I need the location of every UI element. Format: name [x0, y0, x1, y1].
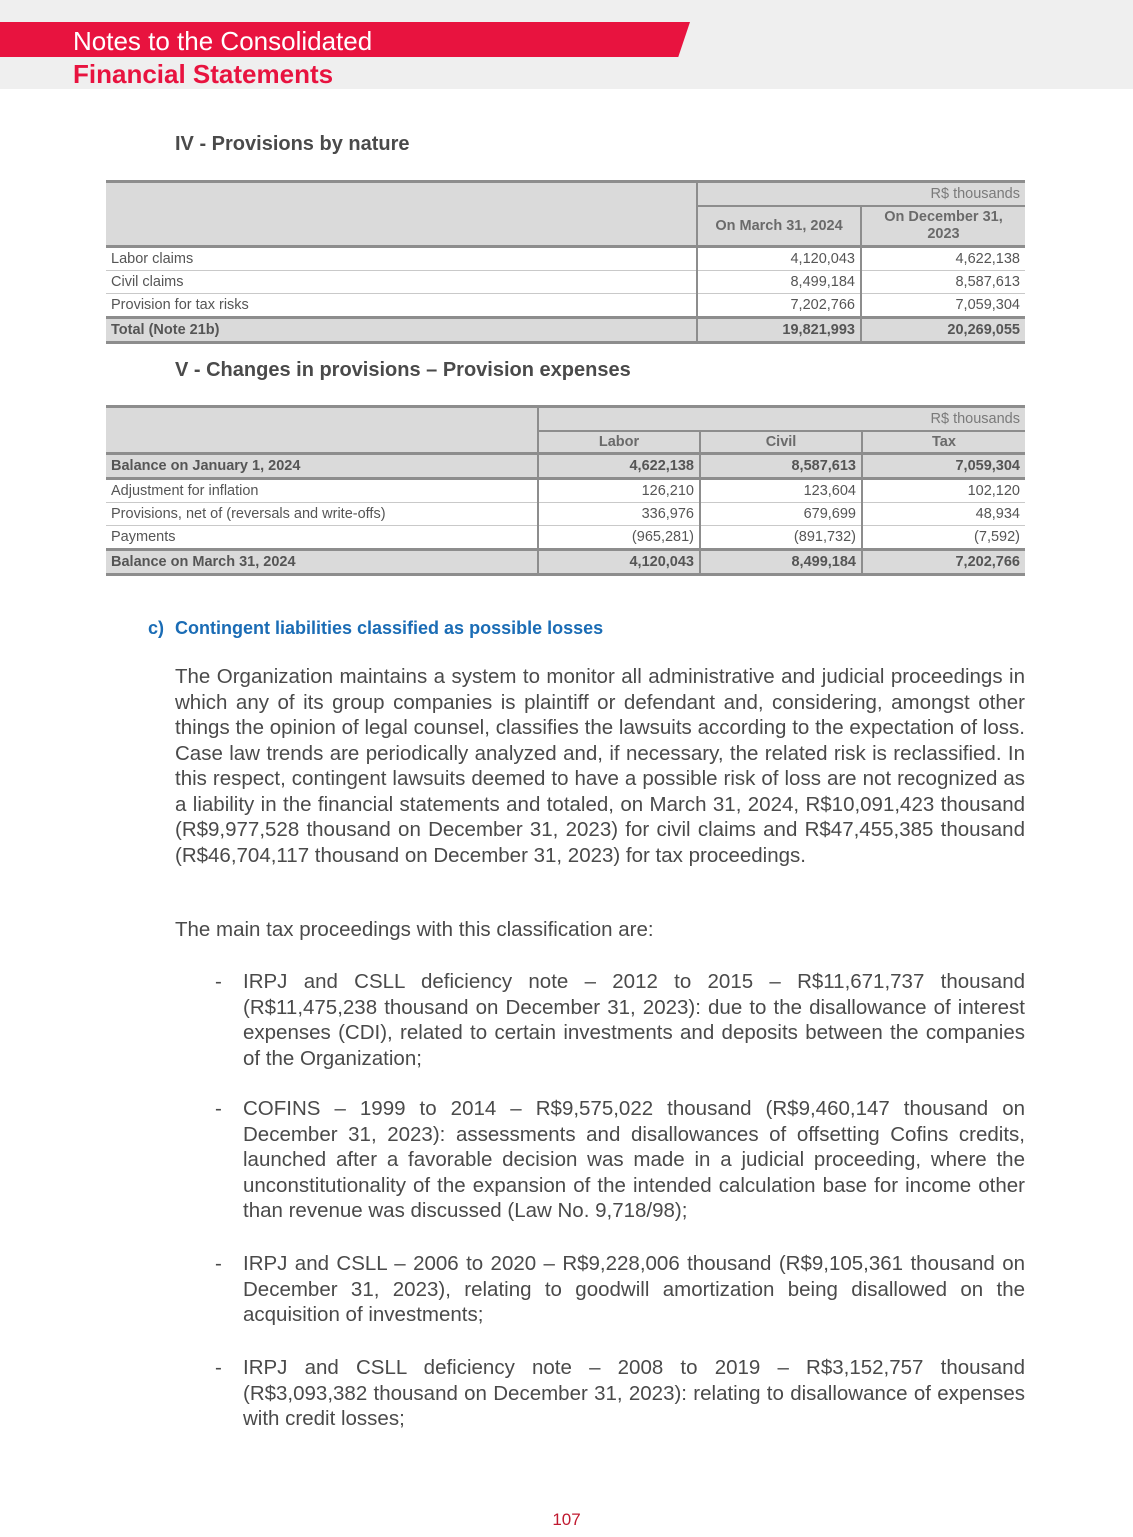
row-label: Labor claims: [106, 247, 697, 271]
list-item-text: IRPJ and CSLL – 2006 to 2020 – R$9,228,006 thousand (R$9,105,361 thousand on December 31, 2023), relating to goodwill amortization being disallowed on the acquisition of investments;: [243, 1252, 1025, 1326]
list-item: [215, 969, 1025, 1071]
table-row: [106, 479, 1025, 503]
changes-in-provisions-table: [106, 405, 1025, 576]
cell-value: 7,202,766: [862, 550, 1025, 575]
page-header: [0, 0, 1133, 89]
list-item: [215, 1355, 1025, 1432]
cell-value: 7,059,304: [861, 294, 1025, 318]
cell-value: 336,976: [538, 503, 700, 526]
cell-value: 4,622,138: [861, 247, 1025, 271]
column-header: Civil: [700, 431, 862, 454]
tax-proceedings-intro: The main tax proceedings with this classification are:: [175, 918, 654, 941]
section-c-letter: c): [148, 618, 165, 638]
cell-value: 19,821,993: [697, 318, 861, 343]
cell-value: 4,120,043: [697, 247, 861, 271]
table-header-blank: [106, 182, 697, 247]
list-item: [215, 1096, 1025, 1224]
cell-value: 8,587,613: [861, 271, 1025, 294]
list-item: [215, 1251, 1025, 1328]
units-label: R$ thousands: [697, 182, 1025, 207]
cell-value: (891,732): [700, 526, 862, 550]
section-c-heading: [148, 618, 603, 639]
cell-value: 20,269,055: [861, 318, 1025, 343]
table-header-blank: [106, 407, 538, 454]
cell-value: 8,587,613: [700, 454, 862, 479]
row-label: Civil claims: [106, 271, 697, 294]
page-number: 107: [552, 1510, 581, 1529]
section-v-title: V - Changes in provisions – Provision expenses: [175, 359, 631, 381]
cell-value: 8,499,184: [697, 271, 861, 294]
table-row: [106, 247, 1025, 271]
column-header: Labor: [538, 431, 700, 454]
cell-value: 679,699: [700, 503, 862, 526]
row-label: Adjustment for inflation: [106, 479, 538, 503]
row-label: Provision for tax risks: [106, 294, 697, 318]
cell-value: 4,120,043: [538, 550, 700, 575]
section-iv-title: IV - Provisions by nature: [175, 133, 410, 155]
contingent-liabilities-paragraph: The Organization maintains a system to monitor all administrative and judicial proceedings in which any of its group companies is plaintiff or defendant and, considering, amongst other things the opinion of legal counsel, classifies the lawsuits according to the expectation of loss. Case law trends are periodically analyzed and, if necessary, the related risk is reclassified. In this respect, contingent lawsuits deemed to have a possible risk of loss are not recognized as a liability in the financial statements and totaled, on March 31, 2024, R$10,091,423 thousand (R$9,977,528 thousand on December 31, 2023) for civil claims and R$47,455,385 thousand (R$46,704,117 thousand on December 31, 2023) for tax proceedings.: [175, 665, 1025, 867]
opening-balance-row: [106, 454, 1025, 479]
closing-balance-row: [106, 550, 1025, 575]
column-header: On December 31, 2023: [861, 206, 1025, 247]
header-title-line1: Notes to the Consolidated: [73, 26, 373, 56]
bullet-dash: -: [215, 970, 222, 993]
row-label: Balance on March 31, 2024: [106, 550, 538, 575]
section-c-heading-text: Contingent liabilities classified as possible losses: [175, 618, 604, 638]
table-row: [106, 294, 1025, 318]
header-title-line2: Financial Statements: [73, 59, 334, 89]
cell-value: 48,934: [862, 503, 1025, 526]
provisions-by-nature-table: [106, 180, 1025, 344]
column-header: Tax: [862, 431, 1025, 454]
table-row: [106, 526, 1025, 550]
cell-value: 7,059,304: [862, 454, 1025, 479]
bullet-dash: -: [215, 1356, 222, 1379]
column-header: On March 31, 2024: [697, 206, 861, 247]
cell-value: 7,202,766: [697, 294, 861, 318]
cell-value: (965,281): [538, 526, 700, 550]
row-label: Payments: [106, 526, 538, 550]
cell-value: 123,604: [700, 479, 862, 503]
cell-value: (7,592): [862, 526, 1025, 550]
row-label: Provisions, net of (reversals and write-offs): [106, 503, 538, 526]
cell-value: 126,210: [538, 479, 700, 503]
row-label: Total (Note 21b): [106, 318, 697, 343]
cell-value: 4,622,138: [538, 454, 700, 479]
list-item-text: IRPJ and CSLL deficiency note – 2012 to 2015 – R$11,671,737 thousand (R$11,475,238 thousand on December 31, 2023): due to the disallowance of interest expenses (CDI), related to certain investments and deposits between the companies of the Organization;: [243, 970, 1025, 1070]
table-row: [106, 503, 1025, 526]
list-item-text: IRPJ and CSLL deficiency note – 2008 to 2019 – R$3,152,757 thousand (R$3,093,382 thousand on December 31, 2023): relating to disallowance of expenses with credit losses;: [243, 1356, 1025, 1430]
cell-value: 8,499,184: [700, 550, 862, 575]
list-item-text: COFINS – 1999 to 2014 – R$9,575,022 thousand (R$9,460,147 thousand on December 31, 2023): assessments and disallowances of offsetting Cofins credits, launched after a favorable decision was made in a judicial proceeding, where the unconstitutionality of the expansion of the intended calculation base for income other than revenue was discussed (Law No. 9,718/98);: [243, 1097, 1025, 1222]
total-row: [106, 318, 1025, 343]
units-label: R$ thousands: [538, 407, 1025, 432]
bullet-dash: -: [215, 1252, 222, 1275]
table-row: [106, 271, 1025, 294]
row-label: Balance on January 1, 2024: [106, 454, 538, 479]
bullet-dash: -: [215, 1097, 222, 1120]
cell-value: 102,120: [862, 479, 1025, 503]
